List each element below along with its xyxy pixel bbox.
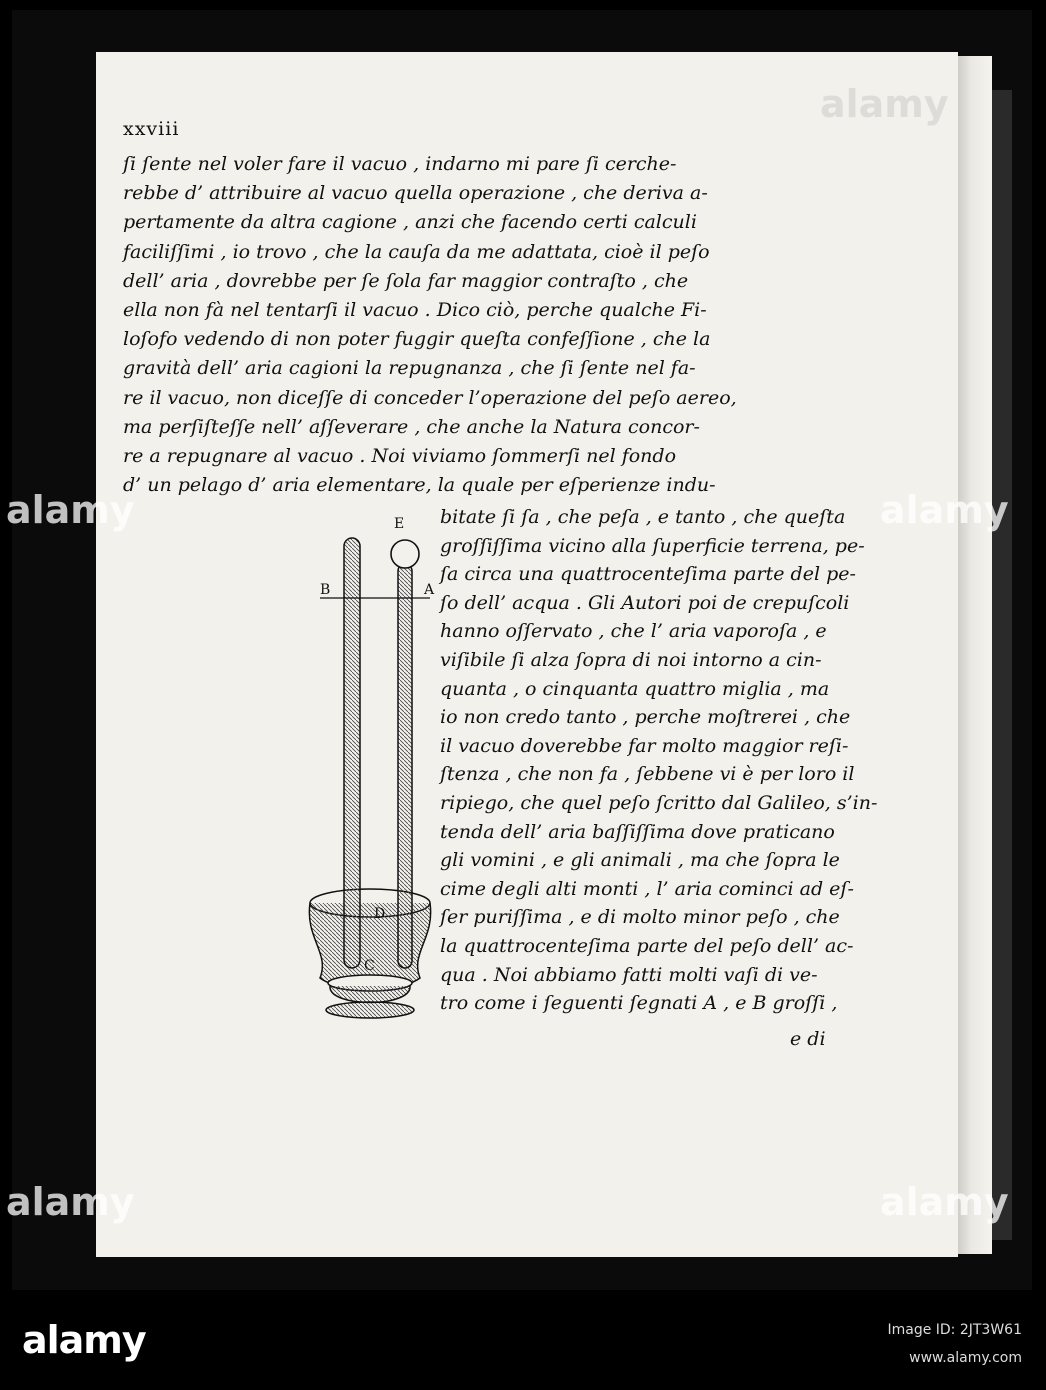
watermark: alamy bbox=[6, 1180, 135, 1224]
label-b: B bbox=[320, 582, 331, 598]
text-line: groſſiſſima vicino alla ſuperficie terrena, pe- bbox=[440, 534, 865, 557]
watermark: alamy bbox=[880, 488, 1009, 532]
text-line: ripiego, che quel peſo ſcritto dal Galileo, s’in- bbox=[440, 792, 878, 814]
text-line: dell’ aria , dovrebbe per ſe ſola far maggior contraſto , che bbox=[123, 269, 689, 292]
text-line: la quattrocenteſima parte del peſo dell’ ac- bbox=[440, 935, 854, 957]
text-line: qua . Noi abbiamo fatti molti vaſi di ve- bbox=[440, 963, 818, 986]
label-c: C bbox=[364, 958, 375, 974]
page-edge bbox=[958, 56, 992, 1254]
text-line: tro come i ſeguenti ſegnati A , e B groſſi , bbox=[440, 992, 838, 1015]
text-line: quanta , o cinquanta quattro miglia , ma bbox=[440, 677, 830, 700]
page-shadow bbox=[992, 90, 1012, 1240]
stock-banner bbox=[0, 1298, 1046, 1390]
text-line: faciliſſimi , io trovo , che la cauſa da me adattata, cioè il peſo bbox=[123, 240, 710, 263]
stock-url: www.alamy.com bbox=[909, 1350, 1022, 1366]
page-number: xxviii bbox=[123, 118, 180, 140]
watermark: alamy bbox=[880, 1180, 1009, 1224]
watermark: alamy bbox=[6, 488, 135, 532]
text-line: ſer puriſſima , e di molto minor peſo , che bbox=[440, 906, 840, 929]
text-line: hanno oſſervato , che l’ aria vaporoſa , e bbox=[440, 620, 827, 643]
text-line: ſtenza , che non fa , ſebbene vi è per loro il bbox=[440, 763, 855, 786]
label-a: A bbox=[424, 582, 435, 598]
barometer-figure bbox=[300, 508, 440, 1048]
text-line: viſibile ſi alza ſopra di noi intorno a cin- bbox=[440, 649, 822, 671]
text-line: re il vacuo, non diceſſe di conceder l’operazione del peſo aereo, bbox=[123, 386, 737, 409]
text-line: ſa circa una quattrocenteſima parte del pe- bbox=[440, 563, 856, 586]
stock-logo: alamy bbox=[22, 1318, 146, 1362]
text-line: gli vomini , e gli animali , ma che ſopra le bbox=[440, 849, 840, 872]
text-line: il vacuo doverebbe far molto maggior reſi- bbox=[440, 734, 849, 757]
text-line: ma perſiſteſſe nell’ aſſeverare , che anche la Natura concor- bbox=[123, 415, 700, 438]
text-line: cime degli alti monti , l’ aria cominci ad eſ- bbox=[440, 877, 854, 900]
text-line: re a repugnare al vacuo . Noi viviamo ſommerſi nel fondo bbox=[123, 445, 677, 467]
label-d: D bbox=[374, 906, 386, 922]
tube-b bbox=[344, 538, 360, 968]
text-line: bitate ſi ſa , che peſa , e tanto , che queſta bbox=[440, 506, 846, 528]
label-e: E bbox=[394, 516, 405, 532]
text-line: tenda dell’ aria baſſiſſima dove praticano bbox=[440, 820, 835, 843]
text-line: loſofo vedendo di non poter fuggir queſta confeſſione , che la bbox=[123, 328, 711, 351]
text-line: ſi ſente nel voler fare il vacuo , indarno mi pare ſi cerche- bbox=[123, 153, 677, 175]
text-line: io non credo tanto , perche moſtrerei , che bbox=[440, 706, 851, 729]
text-line: gravità dell’ aria cagioni la repugnanza , che ſi ſente nel fa- bbox=[123, 357, 696, 380]
image-id: Image ID: 2JT3W61 bbox=[887, 1322, 1022, 1338]
catchword: e di bbox=[790, 1028, 826, 1050]
text-line: rebbe d’ attribuire al vacuo quella operazione , che deriva a- bbox=[123, 182, 708, 205]
watermark: alamy bbox=[820, 82, 949, 126]
text-line: pertamente da altra cagione , anzi che facendo certi calculi bbox=[123, 211, 697, 234]
text-line: ella non fà nel tentarſi il vacuo . Dico ciò, perche qualche Fi- bbox=[123, 299, 707, 321]
text-line: d’ un pelago d’ aria elementare, la quale per eſperienze indu- bbox=[123, 474, 716, 497]
text-line: ſo dell’ acqua . Gli Autori poi de crepuſcoli bbox=[440, 591, 850, 614]
